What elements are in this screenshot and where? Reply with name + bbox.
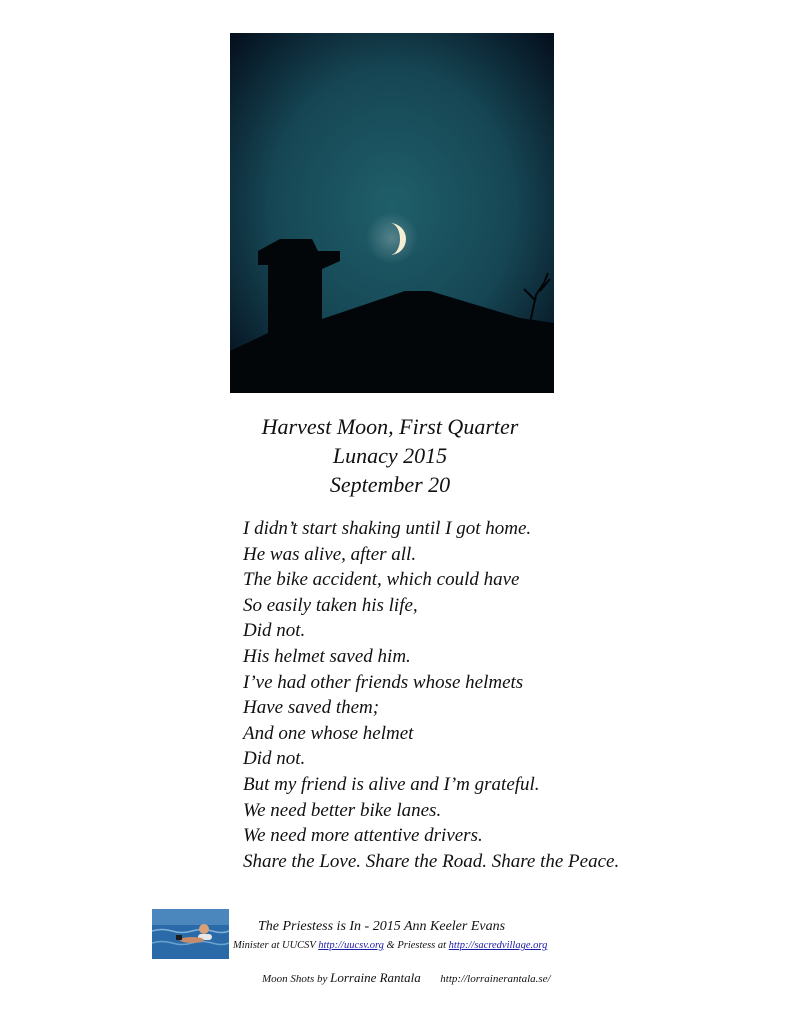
photographer-name: Lorraine Rantala bbox=[330, 970, 421, 985]
poem-line: We need more attentive drivers. bbox=[243, 825, 483, 847]
poem-line: Did not. bbox=[243, 748, 306, 770]
footer-credit: The Priestess is In - 2015 Ann Keeler Evans bbox=[258, 919, 506, 934]
poem-line: Have saved them; bbox=[243, 697, 380, 719]
moon-shots-label: Moon Shots by bbox=[262, 973, 328, 985]
priestess-thumbnail bbox=[152, 909, 229, 959]
photo-credit bbox=[262, 970, 622, 986]
poem-line: I’ve had other friends whose helmets bbox=[243, 671, 524, 693]
poem-line: And one whose helmet bbox=[243, 722, 414, 744]
poem-line: The bike accident, which could have bbox=[243, 569, 520, 591]
moon-glow bbox=[366, 212, 418, 264]
priestess-label: & Priestess at bbox=[386, 940, 447, 951]
poem-line: I didn’t start shaking until I got home. bbox=[243, 518, 532, 539]
poem-line: We need better bike lanes. bbox=[243, 799, 442, 821]
poem-line: He was alive, after all. bbox=[243, 543, 417, 565]
footer-affiliations bbox=[233, 940, 653, 951]
title-lunacy: Lunacy 2015 bbox=[332, 443, 448, 468]
title-block bbox=[220, 412, 560, 499]
poem-line: Did not. bbox=[243, 620, 306, 642]
photographer-url: http://lorrainerantala.se/ bbox=[440, 973, 551, 985]
poem-line: So easily taken his life, bbox=[243, 594, 418, 616]
moon-photo bbox=[230, 33, 554, 393]
poem bbox=[243, 516, 703, 874]
poem-line: But my friend is alive and I’m grateful. bbox=[243, 773, 540, 795]
sacredvillage-link[interactable]: http://sacredvillage.org bbox=[448, 940, 548, 951]
poem-line: His helmet saved him. bbox=[243, 645, 411, 667]
uucsv-link[interactable]: http://uucsv.org bbox=[318, 940, 384, 951]
minister-label: Minister at UUCSV bbox=[233, 940, 316, 951]
poem-line: Share the Love. Share the Road. Share the Peace. bbox=[243, 850, 620, 872]
title-harvest-moon: Harvest Moon, First Quarter bbox=[261, 414, 519, 439]
title-date: September 20 bbox=[329, 472, 451, 497]
